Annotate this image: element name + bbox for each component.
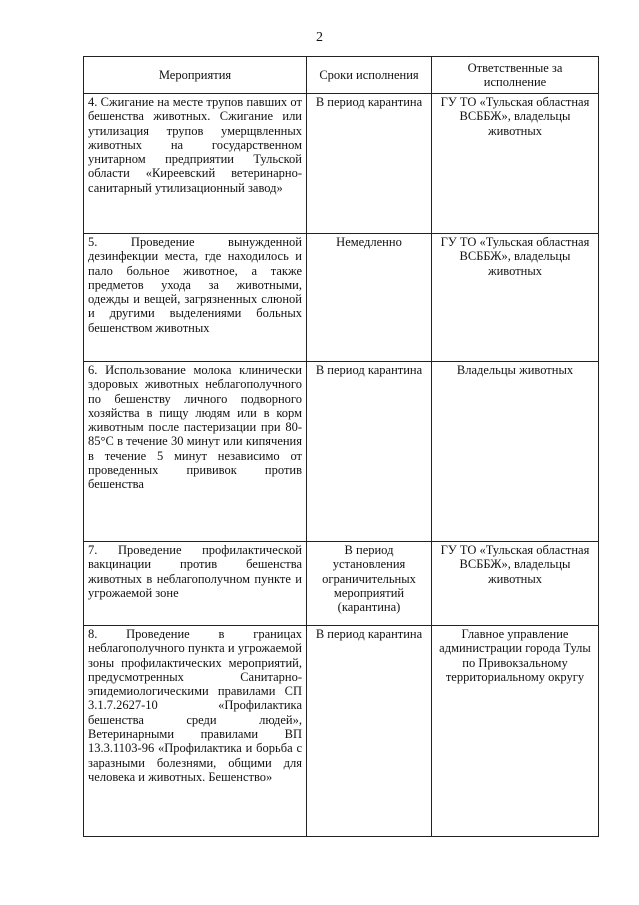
row-term: Немедленно <box>307 234 432 362</box>
table-header-row <box>84 57 599 94</box>
table-row <box>84 626 599 837</box>
row-term: В период установления ограничительных мероприятий (карантина) <box>307 542 432 626</box>
measures-table <box>83 56 599 837</box>
row-term: В период карантина <box>307 362 432 542</box>
row-responsible: ГУ ТО «Тульская областная ВСББЖ», владельцы животных <box>432 234 599 362</box>
row-action: 6. Использование молока клинически здоровых животных неблагополучного по бешенству личного подворного хозяйства в пищу людям или в корм животным после пастеризации при 80-85°С в течение 30 минут или кипячения в течение 5 минут независимо от проведенных прививок против бешенства <box>84 362 307 542</box>
header-terms: Сроки исполнения <box>307 57 432 94</box>
header-responsible: Ответственные за исполнение <box>432 57 599 94</box>
row-term: В период карантина <box>307 626 432 837</box>
row-term: В период карантина <box>307 94 432 234</box>
page-number: 2 <box>316 30 323 45</box>
row-responsible: Владельцы животных <box>432 362 599 542</box>
row-action: 8. Проведение в границах неблагополучного пункта и угрожаемой зоны профилактических мероприятий, предусмотренных Санитарно-эпидемиологическими правилами СП 3.1.7.2627-10 «Профилактика бешенства среди людей», Ветеринарными правилами ВП 13.3.1103-96 «Профилактика и борьба с заразными болезнями, общими для человека и животных. Бешенство» <box>84 626 307 837</box>
row-action: 5. Проведение вынужденной дезинфекции места, где находилось и пало больное животное, а также предметов ухода за животными, одежды и вещей, загрязненных слюной и другими выделениями больных бешенством животных <box>84 234 307 362</box>
row-responsible: ГУ ТО «Тульская областная ВСББЖ», владельцы животных <box>432 542 599 626</box>
row-action: 4. Сжигание на месте трупов павших от бешенства животных. Сжигание или утилизация трупов умерщвленных животных на государственном унитарном предприятии Тульской области «Киреевский ветеринарно-санитарный утилизационный завод» <box>84 94 307 234</box>
table-row <box>84 542 599 626</box>
table-row <box>84 94 599 234</box>
header-measures: Мероприятия <box>84 57 307 94</box>
row-responsible: Главное управление администрации города Тулы по Привокзальному территориальному округу <box>432 626 599 837</box>
table-row <box>84 362 599 542</box>
table-row <box>84 234 599 362</box>
row-responsible: ГУ ТО «Тульская областная ВСББЖ», владельцы животных <box>432 94 599 234</box>
row-action: 7. Проведение профилактической вакцинации против бешенства животных в неблагополучном пункте и угрожаемой зоне <box>84 542 307 626</box>
